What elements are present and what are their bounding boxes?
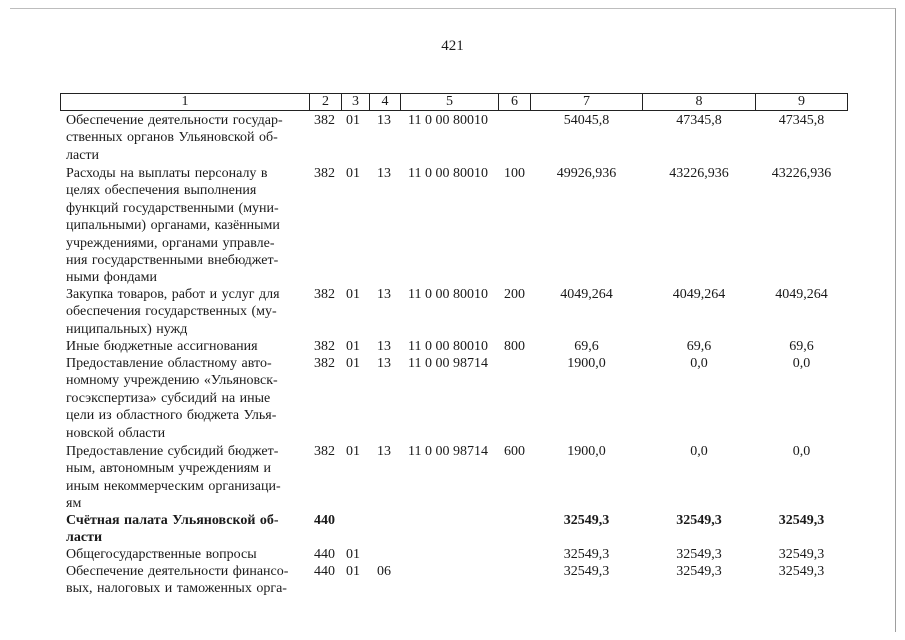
row-6-description-line: ям (66, 496, 82, 512)
row-9-cell-4: 06 (377, 564, 391, 579)
row-5-description-line: цели из областного бюджета Улья- (66, 408, 277, 424)
row-9-description-line: Обеспечение деятельности финансо- (66, 564, 289, 579)
row-9-cell-2: 440 (314, 564, 335, 579)
row-2-description-line: целях обеспечения выполнения (66, 183, 257, 199)
row-4-cell-8: 69,6 (686, 339, 712, 354)
row-5-cell-8: 0,0 (690, 356, 708, 371)
row-9-cell-8: 32549,3 (676, 564, 722, 579)
row-8-description-line: Общегосударственные вопросы (66, 547, 257, 562)
row-2-cell-3: 01 (346, 166, 360, 181)
row-5-cell-7: 1900,0 (567, 356, 606, 371)
row-5-description-line: номному учреждению «Ульяновск- (66, 373, 278, 389)
column-header-5: 5 (400, 93, 499, 111)
row-4-cell-4: 13 (377, 339, 391, 354)
row-4-cell-9: 69,6 (789, 339, 814, 354)
row-3-cell-3: 01 (346, 287, 360, 302)
row-7-cell-9: 32549,3 (778, 513, 825, 528)
row-5-cell-3: 01 (346, 356, 360, 371)
row-1-cell-8: 47345,8 (676, 113, 722, 128)
row-2-description-line: ными фондами (66, 270, 158, 286)
row-9-cell-3: 01 (346, 564, 360, 579)
row-5-description-line: госэкспертиза» субсидий на иные (66, 390, 271, 406)
row-2-cell-6: 100 (504, 166, 525, 181)
row-8-cell-7: 32549,3 (563, 547, 610, 562)
row-4-description-line: Иные бюджетные ассигнования (66, 339, 258, 354)
row-6-cell-8: 0,0 (690, 444, 708, 459)
row-6-cell-4: 13 (377, 444, 391, 459)
row-4-cell-2: 382 (314, 339, 335, 354)
row-2-description-line: Расходы на выплаты персоналу в (66, 166, 268, 181)
row-1-description-line: ственных органов Ульяновской об- (66, 130, 278, 146)
row-2-cell-9: 43226,936 (771, 166, 832, 181)
row-6-description-line: Предоставление субсидий бюджет- (66, 444, 279, 459)
row-7-cell-2: 440 (314, 513, 335, 528)
row-7-description-line: ласти (66, 530, 103, 546)
row-4-cell-7: 69,6 (574, 339, 599, 354)
row-6-description-line: иным некоммерческим организаци- (66, 478, 281, 494)
row-1-description-line: Обеспечение деятельности государ- (66, 113, 283, 128)
row-3-cell-8: 4049,264 (672, 287, 726, 302)
row-3-cell-7: 4049,264 (560, 287, 613, 302)
row-5-cell-2: 382 (314, 356, 335, 371)
row-8-cell-2: 440 (314, 547, 335, 562)
column-header-4: 4 (369, 93, 401, 111)
row-3-cell-9: 4049,264 (775, 287, 828, 302)
row-5-cell-9: 0,0 (792, 356, 811, 371)
row-3-cell-4: 13 (377, 287, 391, 302)
row-2-cell-8: 43226,936 (669, 166, 729, 181)
row-3-description-line: ниципальных) нужд (66, 321, 188, 337)
row-5-description-line: Предоставление областному авто- (66, 356, 272, 371)
row-3-description-line: Закупка товаров, работ и услуг для (66, 287, 280, 302)
row-8-cell-3: 01 (346, 547, 360, 562)
row-6-cell-6: 600 (504, 444, 525, 459)
column-header-1: 1 (60, 93, 310, 111)
row-7-cell-7: 32549,3 (563, 513, 610, 528)
row-1-cell-5: 11 0 00 80010 (408, 113, 488, 128)
row-6-cell-5: 11 0 00 98714 (408, 444, 488, 459)
row-3-cell-2: 382 (314, 287, 335, 302)
row-1-cell-2: 382 (314, 113, 335, 128)
column-header-3: 3 (341, 93, 370, 111)
row-6-cell-7: 1900,0 (567, 444, 606, 459)
row-9-cell-9: 32549,3 (778, 564, 825, 579)
row-2-description-line: ципальными) органами, казёнными (66, 218, 280, 234)
column-header-9: 9 (755, 93, 848, 111)
row-1-cell-7: 54045,8 (563, 113, 610, 128)
row-5-cell-5: 11 0 00 98714 (408, 356, 488, 371)
row-7-cell-8: 32549,3 (676, 513, 722, 528)
row-2-description-line: учреждениями, органами управле- (66, 235, 275, 251)
row-4-cell-3: 01 (346, 339, 360, 354)
row-1-cell-3: 01 (346, 113, 360, 128)
row-6-cell-3: 01 (346, 444, 360, 459)
row-6-cell-9: 0,0 (792, 444, 811, 459)
row-3-cell-6: 200 (504, 287, 525, 302)
row-9-description-line: вых, налоговых и таможенных орга- (66, 581, 287, 597)
row-1-cell-9: 47345,8 (778, 113, 825, 128)
row-1-cell-4: 13 (377, 113, 391, 128)
row-2-cell-5: 11 0 00 80010 (408, 166, 488, 181)
row-7-description-line: Счётная палата Ульяновской об- (66, 513, 279, 528)
row-4-cell-5: 11 0 00 80010 (408, 339, 488, 354)
row-4-cell-6: 800 (504, 339, 525, 354)
column-header-7: 7 (530, 93, 643, 111)
page-number: 421 (441, 38, 464, 54)
row-2-cell-2: 382 (314, 166, 335, 181)
column-header-8: 8 (642, 93, 756, 111)
row-3-cell-5: 11 0 00 80010 (408, 287, 488, 302)
row-2-description-line: ния государственными внебюджет- (66, 253, 279, 268)
column-header-2: 2 (309, 93, 342, 111)
row-2-description-line: функций государственными (муни- (66, 200, 279, 216)
row-6-description-line: ным, автономным учреждениям и (66, 461, 272, 477)
column-header-6: 6 (498, 93, 531, 111)
row-5-description-line: новской области (66, 425, 166, 441)
row-3-description-line: обеспечения государственных (му- (66, 304, 277, 320)
row-9-cell-7: 32549,3 (563, 564, 610, 579)
row-8-cell-9: 32549,3 (778, 547, 825, 562)
row-2-cell-4: 13 (377, 166, 391, 181)
row-5-cell-4: 13 (377, 356, 391, 371)
row-1-description-line: ласти (66, 147, 100, 163)
row-8-cell-8: 32549,3 (676, 547, 722, 562)
row-6-cell-2: 382 (314, 444, 335, 459)
row-2-cell-7: 49926,936 (556, 166, 617, 181)
